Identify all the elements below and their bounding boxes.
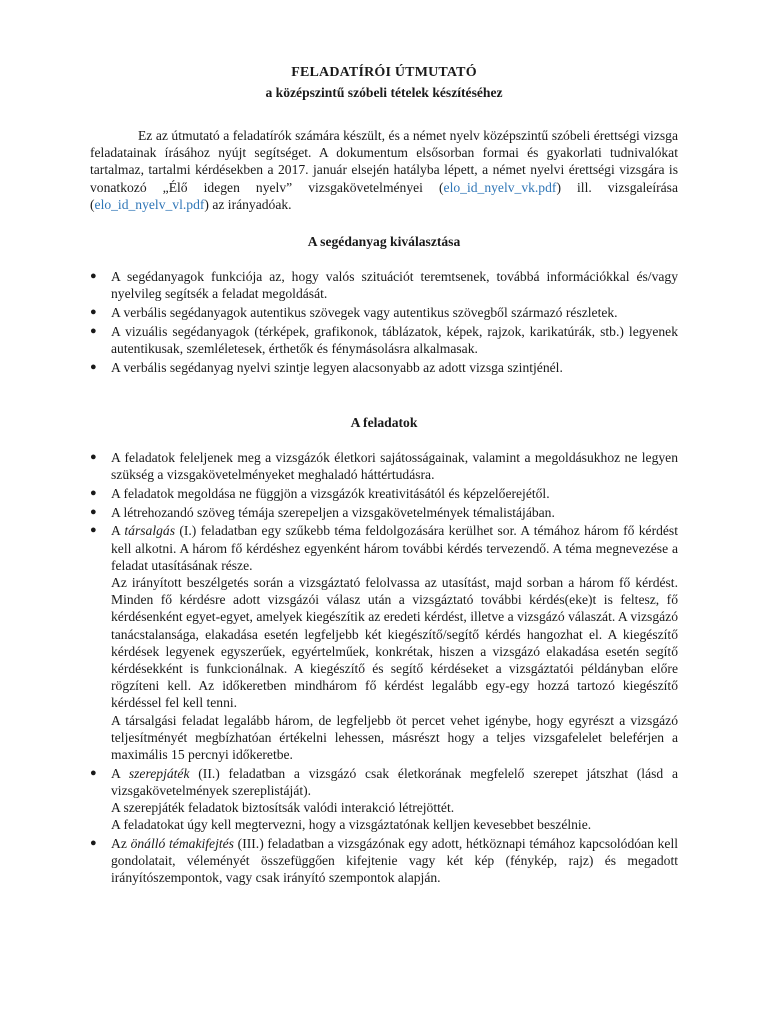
term-temakifejtes: önálló témakifejtés — [130, 835, 234, 851]
bullet-icon: ● — [90, 836, 97, 849]
list-item: ● A feladatok feleljenek meg a vizsgázók életkori sajátosságainak, valamint a megoldásukhoz ne legyen szükség a vizsgakövetelményeket meghaladó háttértudásra. — [90, 450, 678, 483]
list-item: ● A vizuális segédanyagok (térképek, grafikonok, táblázatok, képek, rajzok, karikatúrák, stb.) legyenek autentikusak, szemléletesek, érthetők és fénymásolásra alkalmasak. — [90, 323, 678, 356]
link-vk-pdf[interactable]: elo_id_nyelv_vk.pdf — [443, 179, 557, 195]
list-item-temakifejtes: ● Az önálló témakifejtés (III.) feladatban a vizsgázónak egy adott, hétköznapi témához kapcsolódóan kell gondolatait, véleményét összefüggően kifejtenie vagy két kép (fénykép, rajz) és megadott irányítószempontok, vagy csak irányító szempontok alapján. — [90, 835, 679, 886]
bullet-icon: ● — [90, 324, 97, 337]
bullet-icon: ● — [90, 524, 97, 537]
link-vl-pdf[interactable]: elo_id_nyelv_vl.pdf — [94, 196, 205, 212]
bullet-icon: ● — [90, 766, 97, 779]
list-item: ● A segédanyagok funkciója az, hogy valós szituációt teremtsenek, továbbá információkkal és/vagy nyelvileg segítsék a feladat megoldását. — [90, 269, 678, 302]
list-item-tarsalgas: ● A társalgás (I.) feladatban egy szűkebb téma feldolgozására kerülhet sor. A témához három fő kérdést kell alkotni. A három fő kérdéshez egyenként három további kérdés tervezendő. A téma megnevezése a feladat utasításának része. Az irányított beszélgetés során a vizsgáztató felolvassa az utasítást, majd sorban a három fő kérdést. Minden fő kérdésre adott vizsgázói válasz után a vizsgáztató további kérdés(eke)t is feltesz, fő kérdésenként egyet-egyet, amelyek kiegészítik az eredeti kérdést, illetve a vizsgázó válaszát. A vizsgázó tanácstalansága, elakadása esetén legfeljebb két kiegészítő/segítő kérdés hangozhat el. A kiegészítő kérdések legyenek egyszerűek, egyértelműek, konkrétak, hiszen a vizsgázó elakadása esetén segítő kérdésekként is funkcionálnak. A kiegészítő és segítő kérdéseket a vizsgáztatói példányban előre rögzíteni kell. Az időkeretben mindhárom fő kérdést legalább egy-egy hozzá tartozó kiegészítő kérdéssel fel kell tenni. A társalgási feladat legalább három, de legfeljebb öt percet vehet igénybe, hogy egyrészt a vizsgázó teljesítményét megbízhatóan értékelni lehessen, másrészt hogy a teljes vizsgafelelet beleférjen a maximális 15 percnyi időkeretbe. — [90, 523, 679, 762]
bullet-icon: ● — [90, 486, 97, 499]
segedanyag-list — [90, 268, 678, 377]
bullet-icon: ● — [90, 451, 97, 463]
intro-text-before: Ez az útmutató a feladatírók számára készült, és a német nyelv középszintű szóbeli érettségi vizsga feladatainak írásához nyújt segítséget. A dokumentum elsősorban formai és gyakorlati tudnivalókat tartalmaz, tartalmi kérdésekben a 2017. január elsején hatályba lépett, a német nyelvi érettségi vizsgára is vonatkozó „Élő idegen nyelv” vizsgakövetelményei ( — [90, 128, 678, 195]
list-item: ● A létrehozandó szöveg témája szerepeljen a vizsgakövetelmények témalistájában. — [90, 504, 555, 520]
list-item: ● A verbális segédanyagok autentikus szövegek vagy autentikus szövegből származó részletek. — [90, 304, 618, 320]
document-title: FELADATÍRÓI ÚTMUTATÓ — [291, 65, 477, 80]
intro-text-after: ) az irányadóak. — [204, 196, 292, 212]
intro-paragraph — [90, 127, 678, 213]
feladatok-list — [90, 449, 678, 888]
list-item: ● A feladatok megoldása ne függjön a vizsgázók kreativitásától és képzelőerejétől. — [90, 485, 550, 501]
list-item-szerepjatek: ● A szerepjáték (II.) feladatban a vizsgázó csak életkorának megfelelő szerepet játszhat (lásd a vizsgakövetelmények szereplistáját). A szerepjáték feladatok biztosítsák valódi interakció létrejöttét. A feladatokat úgy kell megtervezni, hogy a vizsgáztatónak kelljen kevesebbet beszélnie. — [90, 765, 679, 833]
bullet-icon: ● — [90, 505, 97, 518]
term-szerepjatek: szerepjáték — [128, 765, 190, 781]
term-tarsalgas: társalgás — [124, 523, 176, 539]
bullet-icon: ● — [90, 305, 97, 318]
bullet-icon: ● — [90, 360, 97, 373]
section-heading-segedanyag: A segédanyag kiválasztása — [307, 234, 461, 249]
section-heading-feladatok: A feladatok — [350, 415, 418, 430]
document-subtitle: a középszintű szóbeli tételek készítéséhez — [265, 85, 503, 100]
list-item: ● A verbális segédanyag nyelvi szintje legyen alacsonyabb az adott vizsga szintjénél. — [90, 359, 563, 375]
bullet-icon: ● — [90, 270, 97, 282]
intro-text-middle: ) ill. vizsgaleírása ( — [90, 179, 678, 212]
